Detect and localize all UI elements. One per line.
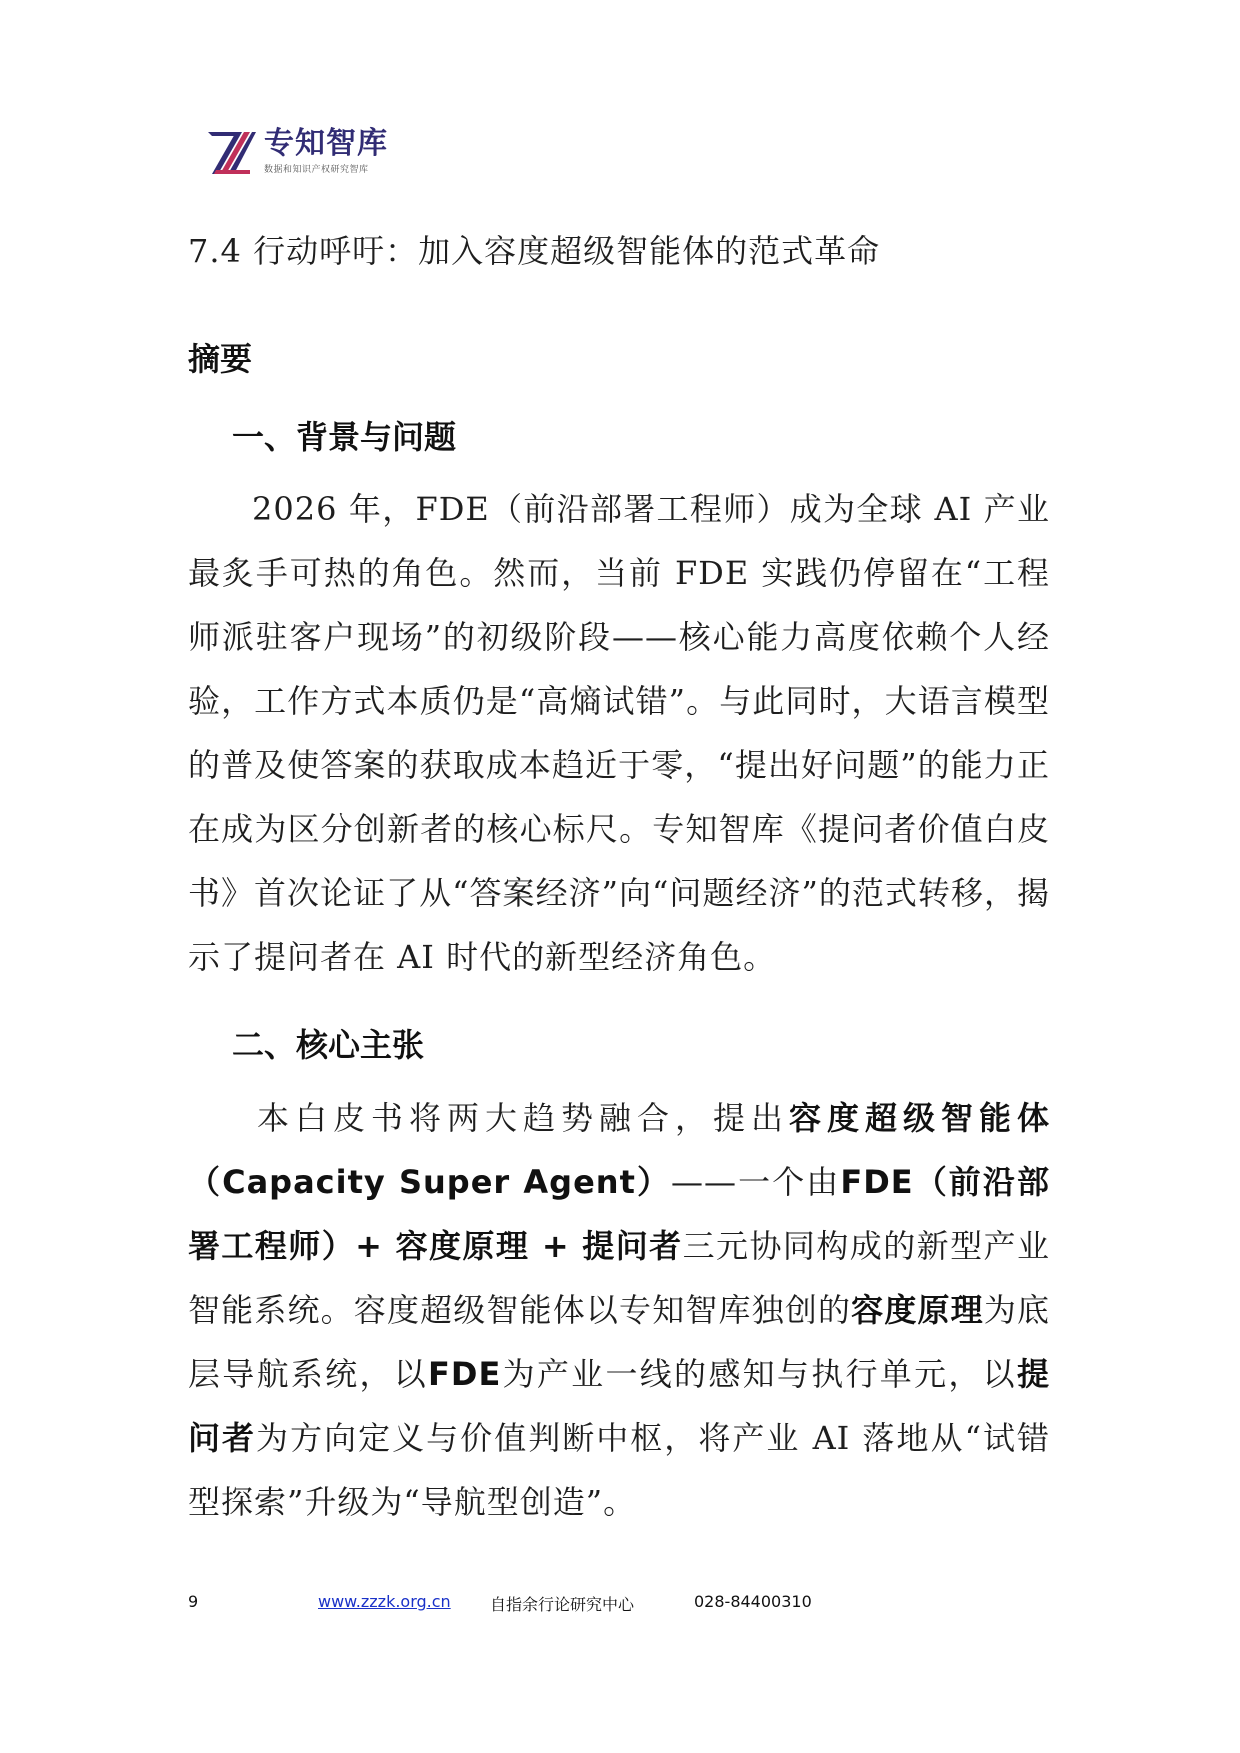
text-run: 为产业一线的感知与执行单元，以 (501, 1355, 1017, 1393)
organization-name: 自指余行论研究中心 (490, 1595, 635, 1614)
bold-run: 提问者 (188, 1355, 1050, 1457)
text-run: 为底层导航系统，以 (188, 1291, 1050, 1393)
bold-run: 容度原理 (851, 1291, 984, 1329)
zhuanzhi-logo (206, 128, 388, 178)
paragraph-background-text: 2026 年，FDE（前沿部署工程师）成为全球 AI 产业最炙手可热的角色。然而，当前 FDE 实践仍停留在“工程师派驻客户现场”的初级阶段——核心能力高度依赖个人经验，工作方式本质仍是“高熵试错”。与此同时，大语言模型的普及使答案的获取成本趋近于零，“提出好问题”的能力正在成为区分创新者的核心标尺。专知智库《提问者价值白皮书》首次论证了从“答案经济”向“问题经济”的范式转移，揭示了提问者在 AI 时代的新型经济角色。 (188, 490, 1050, 976)
toc-line: 7.4 行动呼吁：加入容度超级智能体的范式革命 (188, 232, 881, 270)
phone-number: 028-84400310 (694, 1592, 812, 1611)
bold-run: FDE（前沿部署工程师）+ 容度原理 + 提问者 (188, 1163, 1050, 1265)
text-run: 为方向定义与价值判断中枢，将产业 AI 落地从“试错型探索”升级为“导航型创造”。 (188, 1419, 1050, 1521)
text-run: 本白皮书将两大趋势融合，提出 (252, 1099, 789, 1137)
website-link[interactable]: www.zzzk.org.cn (318, 1592, 451, 1611)
text-run: 三元协同构成的新型产业智能系统。容度超级智能体以专知智库独创的 (188, 1227, 1050, 1329)
paragraph-background (188, 477, 1050, 989)
section-heading-background: 一、背景与问题 (232, 418, 457, 456)
text-run: ——一个由 (671, 1163, 841, 1201)
paragraph-core-claims (188, 1086, 1050, 1534)
logo-title: 专知智库 (264, 126, 388, 161)
bold-run: 容度超级智能体（Capacity Super Agent） (188, 1099, 1050, 1201)
bold-run: FDE (428, 1355, 502, 1393)
page-number: 9 (188, 1592, 199, 1611)
zhuanzhi-logo-mark-icon (206, 128, 256, 178)
abstract-heading: 摘要 (188, 340, 253, 378)
logo-text (264, 128, 388, 176)
section-heading-core-claims: 二、核心主张 (232, 1026, 425, 1064)
logo-subtitle: 数据和知识产权研究智库 (264, 165, 369, 175)
